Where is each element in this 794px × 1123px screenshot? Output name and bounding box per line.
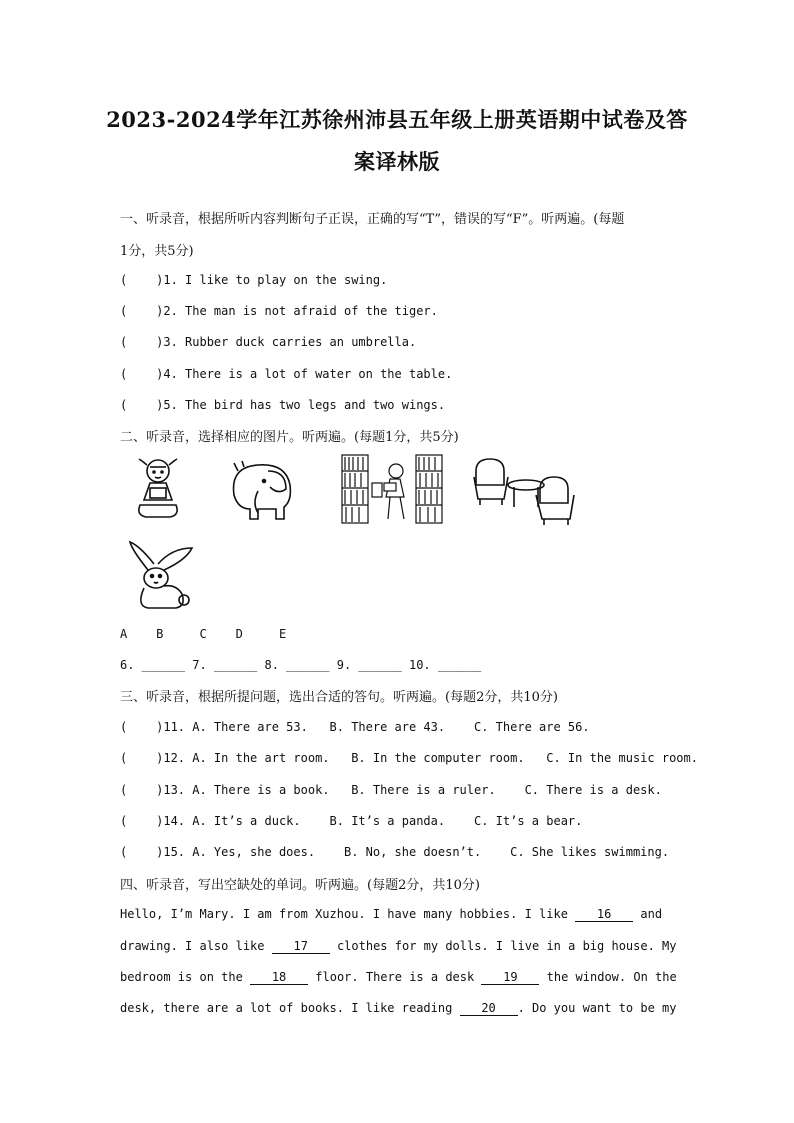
s3-item-15: ( )15. A. Yes, she does. B. No, she doesn’t. C. She likes swimming. [120,845,670,859]
passage-line-4 [120,1001,677,1016]
blank-20[interactable]: 20 [460,1001,518,1016]
s1-item-3: ( )3. Rubber duck carries an umbrella. [120,335,417,349]
passage-text: bedroom is on the [120,970,251,984]
s3-item-13: ( )13. A. There is a book. B. There is a ruler. C. There is a desk. [120,783,662,797]
passage-text: . Do you want to be my [517,1001,677,1015]
blank-18[interactable]: 18 [250,970,308,985]
section1-heading-cont: 1分，共5分) [120,244,194,259]
s1-item-1: ( )1. I like to play on the swing. [120,273,388,287]
section4-heading: 四、听录音，写出空缺处的单词。听两遍。(每题2分，共10分) [120,878,480,893]
s3-item-12: ( )12. A. In the art room. B. In the computer room. C. In the music room. [120,751,698,765]
passage-text: and [633,907,663,921]
picture-library [340,453,444,525]
picture-sofas [472,455,578,527]
s1-item-2: ( )2. The man is not afraid of the tiger. [120,304,438,318]
section3-heading: 三、听录音，根据所提问题，选出合适的答句。听两遍。(每题2分，共10分) [120,690,558,705]
passage-text: desk, there are a lot of books. I like reading [120,1001,460,1015]
blank-16[interactable]: 16 [575,907,633,922]
picture-rabbit [126,540,204,612]
passage-text: the window. On the [539,970,677,984]
section1-heading: 一、听录音，根据所听内容判断句子正误，正确的写“T”，错误的写“F”。听两遍。(每题 [120,212,625,227]
page-title: 2023-2024学年江苏徐州沛县五年级上册英语期中试卷及答 [106,107,688,132]
section2-answers: 6. ______ 7. ______ 8. ______ 9. ______ 10. ______ [120,658,482,672]
picture-labels: A B C D E [120,627,287,641]
passage-text: clothes for my dolls. I live in a big house. My [329,939,677,953]
s3-item-14: ( )14. A. It’s a duck. B. It’s a panda. C. It’s a bear. [120,814,583,828]
passage-text: floor. There is a desk [308,970,482,984]
picture-elephant [228,455,298,525]
blank-17[interactable]: 17 [272,939,330,954]
page-title-cont: 案译林版 [354,149,440,174]
passage-line-1 [120,907,662,922]
s1-item-4: ( )4. There is a lot of water on the table. [120,367,453,381]
passage-text: Hello, I’m Mary. I am from Xuzhou. I have many hobbies. I like [120,907,576,921]
s3-item-11: ( )11. A. There are 53. B. There are 43. C. There are 56. [120,720,590,734]
passage-line-2 [120,939,677,954]
s1-item-5: ( )5. The bird has two legs and two wings. [120,398,446,412]
passage-text: drawing. I also like [120,939,272,953]
blank-19[interactable]: 19 [481,970,539,985]
passage-line-3 [120,970,677,985]
picture-girl-reading [128,455,188,525]
section2-heading: 二、听录音，选择相应的图片。听两遍。(每题1分，共5分) [120,430,459,445]
